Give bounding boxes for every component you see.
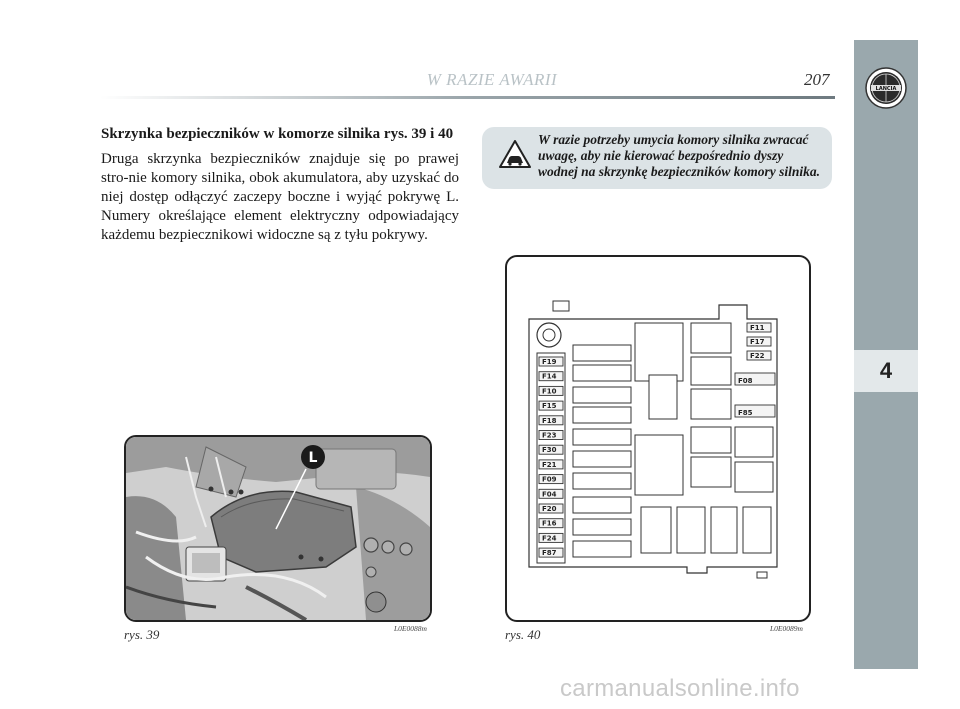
fuses-right-large-fuse-label: F85 — [738, 409, 753, 417]
fuse-box-diagram — [507, 257, 809, 620]
fuses-left-fuse-label: F04 — [542, 490, 557, 499]
figure-40-caption: rys. 40 — [505, 627, 541, 642]
fuses-left-fuse — [539, 460, 563, 469]
warning-car-icon — [498, 139, 532, 169]
fuses-left-fuse — [539, 533, 563, 542]
fuses-left-fuse — [539, 504, 563, 513]
fuses-left-fuse — [539, 548, 563, 557]
lancia-logo-text: LANCIA — [875, 86, 897, 92]
fuses-top-right-fuse-label: F11 — [750, 324, 765, 332]
fuses-right-large-fuse-label: F08 — [738, 377, 753, 385]
page-header-title: W RAZIE AWARII — [426, 70, 558, 89]
fuses-left-fuse-label: F23 — [542, 431, 557, 440]
page-number: 207 — [804, 70, 830, 89]
fuses-left-fuse-label: F24 — [542, 534, 557, 543]
figure-40-code: L0E0089m — [770, 624, 803, 633]
figure-39-engine-bay — [124, 435, 432, 622]
fuses-top-right-fuse — [747, 323, 771, 332]
fuses-left-fuse-label: F09 — [542, 475, 557, 484]
warning-text: W razie potrzeby umycia komory silnika zwracać uwagę, aby nie kierować bezpośrednio dyszy wodnej na skrzynkę bezpieczników komory silnika. — [538, 132, 821, 179]
fuses-left-fuse-label: F14 — [542, 372, 557, 381]
figure-39-code: L0E0088m — [394, 624, 427, 633]
fuses-left-fuse-label: F18 — [542, 416, 557, 425]
fuses-left-fuse — [539, 386, 563, 395]
section-body-text: Druga skrzynka bezpieczników znajduje się po prawej stro-nie komory silnika, obok akumulatora, aby uzyskać do niej dostęp odłączyć zaczepy boczne i wyjąć pokrywę L. Numery określające element elektryczny odpowiadający każdemu bezpiecznikowi widoczne są z tyłu pokrywy. — [101, 151, 459, 243]
fuses-left-fuse — [539, 431, 563, 440]
fuses-left-fuse-label: F20 — [542, 505, 557, 513]
fuses-left-fuse-label: F10 — [542, 387, 557, 396]
header-divider — [100, 96, 835, 99]
fuses-left-fuse — [539, 372, 563, 381]
section-heading: Skrzynka bezpieczników w komorze silnika rys. 39 i 40 — [101, 126, 454, 142]
watermark-text: carmanualsonline.info — [560, 675, 800, 702]
fuses-left-fuse-label: F19 — [542, 358, 557, 366]
fuses-left-fuse-label: F21 — [542, 460, 557, 469]
fuses-left-fuse-label: F30 — [542, 446, 557, 455]
fuses-top-right-fuse-label: F17 — [750, 338, 765, 346]
fuses-left-fuse — [539, 475, 563, 484]
lancia-logo-icon — [864, 66, 908, 110]
fuses-left-fuse-label: F15 — [542, 402, 557, 411]
fuses-right-large-fuse — [735, 405, 775, 417]
chapter-number: 4 — [854, 350, 918, 392]
warning-box — [482, 127, 832, 189]
fuses-left-fuse — [539, 416, 563, 425]
fuses-left-fuse — [539, 519, 563, 528]
fuses-top-right-fuse — [747, 351, 771, 360]
fuses-top-right-fuse-label: F22 — [750, 352, 765, 360]
figure-40-fuse-box — [505, 255, 811, 622]
fuses-left-fuse — [539, 489, 563, 498]
engine-bay-illustration — [126, 437, 430, 620]
figure-39-caption: rys. 39 — [124, 627, 160, 642]
fuses-left-fuse — [539, 445, 563, 454]
fuses-left-fuse-label: F87 — [542, 549, 557, 558]
fuses-top-right-fuse — [747, 337, 771, 346]
fuses-left-fuse — [539, 357, 563, 366]
fuses-left-fuse — [539, 401, 563, 410]
callout-l-label: L — [308, 450, 318, 466]
fuses-left-fuse-label: F16 — [542, 519, 557, 528]
fuses-right-large-fuse — [735, 373, 775, 385]
